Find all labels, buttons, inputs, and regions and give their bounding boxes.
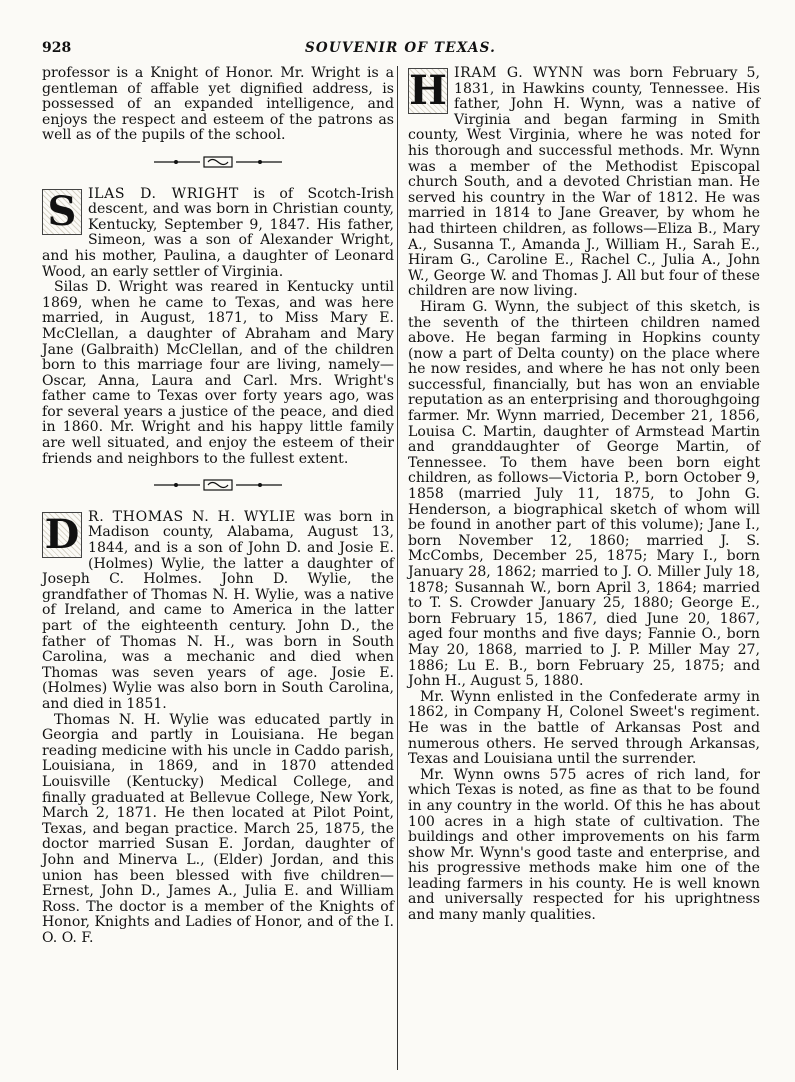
section-divider [42,156,394,173]
wylie-text-1: was born in Madison county, Alabama, August 13, 1844, and is a son of John D. and Josie E. (Holmes) Wylie, the latter a daughter of Joseph C. Holmes. John D. Wylie, the grandfather of Thomas N. H. Wylie, was a native of Ireland, and came to America in the latter part of the eighteenth century. John D., the father of Thomas N. H., was born in South Carolina, was a mechanic and died when Thomas was seven years of age. Josie E. (Holmes) Wylie was also born in South Carolina, and died in 1851. [42,508,394,712]
wylie-paragraph-2: Thomas N. H. Wylie was educated partly in Georgia and partly in Louisiana. He began reading medicine with his uncle in Caddo parish, Louisiana, in 1869, and in 1870 attended Louisville (Kentucky) Medical College, and finally graduated at Bellevue College, New York, March 2, 1871. He then located at Pilot Point, Texas, and began practice. March 25, 1875, the doctor married Susan E. Jordan, daughter of John and Minerva L., (Elder) Jordan, and this union has been blessed with five children—Ernest, John D., James A., Julia E. and William Ross. The doctor is a member of the Knights of Honor, Knights and Ladies of Honor, and of the I. O. O. F. [42,711,394,946]
right-column [408,66,760,924]
wynn-paragraph-1 [408,66,760,300]
wynn-paragraph-2: Hiram G. Wynn, the subject of this sketch, is the seventh of the thirteen children named above. He began farming in Hopkins county (now a part of Delta county) on the place where he now resides, and where he has not only been successful, financially, but has won an enviable reputation as an enterprising and thoroughgoing farmer. Mr. Wynn married, December 21, 1856, Louisa C. Martin, daughter of Armstead Martin and granddaughter of George Martin, of Tennessee. To them have been born eight children, as follows—Victoria P., born October 9, 1858 (married July 11, 1875, to John G. Henderson, a biographical sketch of whom will be found in another part of this volume); Jane I., born November 12, 1860; married J. S. McCombs, December 25, 1875; Mary I., born January 28, 1862; married to J. O. Miller July 18, 1878; Susannah W., born April 3, 1864; married to T. S. Crowder January 25, 1880; George E., born February 15, 1867, died June 20, 1867, aged four months and five days; Fannie O., born May 20, 1868, married to J. P. Miller May 27, 1886; Lu E. B., born February 25, 1875; and John H., August 5, 1880. [408,298,760,690]
wynn-biography [408,66,760,924]
column-rule [397,66,398,1070]
ornament-divider-icon [148,156,288,168]
wylie-biography [42,510,394,947]
ornament-divider-icon [148,479,288,491]
wynn-paragraph-4: Mr. Wynn owns 575 acres of rich land, for which Texas is noted, as fine as that to be found in any country in the world. Of this he has about 100 acres in a high state of cultivation. The buildings and other improvements on his farm show Mr. Wynn's good taste and enterprise, and his progressive methods make him one of the leading farmers in his county. He is well known and universally respected for his uprightness and many manly qualities. [408,766,760,924]
wynn-paragraph-3: Mr. Wynn enlisted in the Confederate army in 1862, in Company H, Colonel Sweet's regiment. He was in the battle of Arkansas Post and numerous others. He served through Arkansas, Texas and Louisiana until the surrender. [408,688,760,768]
dropcap-h: H [409,67,447,114]
wynn-text-1: was born February 5, 1831, in Hawkins county, Tennessee. His father, John H. Wynn, was a native of Virginia and began farming in Smith county, West Virginia, where he was noted for his thorough and successful methods. Mr. Wynn was a member of the Methodist Episcopal church South, and a devoted Christian man. He served his country in the War of 1812. He was married in 1814 to Jane Greaver, by whom he had thirteen children, as follows—Eliza B., Mary A., Susanna T., Amanda J., William H., Sarah E., Hiram G., Caroline E., Rachel C., Julia A., John W., George W. and Thomas J. All but four of these children are now living. [408,65,760,300]
page-number: 928 [42,40,72,56]
wright-paragraph-2: Silas D. Wright was reared in Kentucky until 1869, when he came to Texas, and was here married, in August, 1871, to Miss Mary E. McClellan, a daughter of Abraham and Mary Jane (Galbraith) McClellan, and of the children born to this marriage four are living, namely—Oscar, Anna, Laura and Carl. Mrs. Wright's father came to Texas over forty years ago, was for several years a justice of the peace, and died in 1860. Mr. Wright and his happy little family are well situated, and enjoy the esteem of their friends and neighbors to the fullest extent. [42,279,394,467]
wylie-paragraph-1 [42,510,394,713]
dropcap-s: S [42,189,82,235]
wylie-name: R. THOMAS N. H. WYLIE [88,508,297,525]
dropcap-d: D [42,512,82,558]
wright-biography [42,187,394,468]
page-header [42,40,759,60]
wright-paragraph-1 [42,187,394,281]
wynn-name: IRAM G. WYNN [454,65,584,81]
section-divider [42,479,394,496]
intro-paragraph: professor is a Knight of Honor. Mr. Wright is a gentleman of affable yet dignified address, is possessed of an expanded intelligence, and enjoys the respect and esteem of the patrons as well as of the pupils of the school. [42,65,394,144]
wright-text-1: is of Scotch-Irish descent, and was born in Christian county, Kentucky, September 9, 1847. His father, Simeon, was a son of Alexander Wright, and his mother, Paulina, a daughter of Leonard Wood, an early settler of Virginia. [42,185,395,280]
left-column [42,66,394,946]
wright-name: ILAS D. WRIGHT [88,185,239,202]
running-head: SOUVENIR OF TEXAS. [304,40,497,56]
